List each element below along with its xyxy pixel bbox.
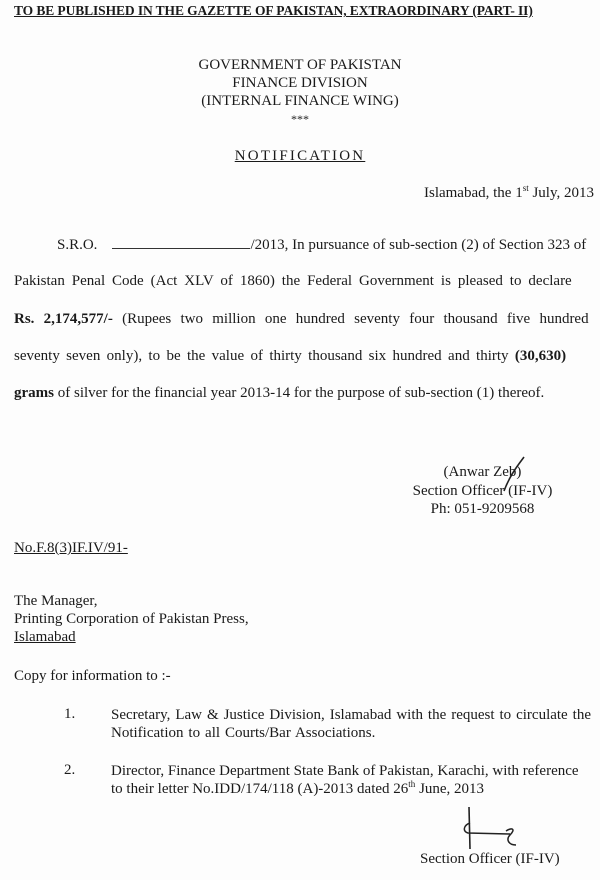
reference-number: No.F.8(3)IF.IV/91- — [14, 540, 128, 556]
copy-item-2-text-a: Director, Finance Department State Bank of Pakistan, Karachi, with reference to their letter No.IDD/174/118 (A)-2013 dated 26 — [111, 763, 579, 797]
sro-number-blank — [112, 236, 250, 249]
signatory-title: Section Officer (IF-IV) — [412, 483, 553, 499]
body-line-5 — [14, 385, 595, 402]
notification-title: NOTIFICATION — [234, 148, 366, 164]
dateline — [424, 185, 594, 202]
separator-stars: *** — [291, 112, 309, 126]
addressee-line-3: Islamabad — [14, 629, 76, 645]
amount-words: (Rupees two million one hundred seventy four thousand five hundred — [122, 311, 589, 327]
body-line-2: Pakistan Penal Code (Act XLV of 1860) the Federal Government is pleased to declare — [14, 273, 572, 289]
dateline-rest: July, 2013 — [528, 185, 594, 201]
grams-value: (30,630) — [514, 348, 567, 364]
copy-item-1-number: 1. — [64, 706, 76, 722]
grams-label: grams — [14, 385, 54, 401]
signature-icon — [460, 805, 530, 853]
copy-heading: Copy for information to :- — [14, 668, 171, 684]
amount-value: Rs. 2,174,577/- — [14, 311, 123, 327]
copy-item-2-number: 2. — [64, 762, 76, 778]
addressee-line-1: The Manager, — [14, 593, 98, 609]
addressee-line-2: Printing Corporation of Pakistan Press, — [14, 611, 249, 627]
wing-title: (INTERNAL FINANCE WING) — [201, 93, 399, 109]
signatory-name: (Anwar Zeb) — [443, 464, 522, 480]
copy-item-2-ordinal: th — [408, 779, 416, 789]
gazette-header: TO BE PUBLISHED IN THE GAZETTE OF PAKISTAN, EXTRAORDINARY (PART- II) — [14, 3, 533, 18]
body-line-5-text: of silver for the financial year 2013-14 for the purpose of sub-section (1) thereof. — [54, 385, 545, 401]
government-title: GOVERNMENT OF PAKISTAN — [198, 57, 402, 73]
copy-item-2-text-b: June, 2013 — [415, 781, 485, 797]
signatory-phone: Ph: 051-9209568 — [430, 501, 535, 517]
body-line-3 — [14, 311, 595, 328]
dateline-ordinal: st — [522, 183, 529, 193]
division-title: FINANCE DIVISION — [232, 75, 368, 91]
copy-item-2-text — [111, 762, 581, 798]
sro-label: S.R.O. — [57, 237, 98, 253]
body-line-4-text: seventy seven only), to be the value of thirty thousand six hundred and thirty — [14, 348, 515, 364]
body-line-1 — [57, 236, 595, 254]
copy-item-1-text: Secretary, Law & Justice Division, Islamabad with the request to circulate the Notification to all Courts/Bar Associations. — [111, 707, 591, 741]
dateline-place: Islamabad, the 1 — [423, 185, 523, 201]
body-line-1-text: /2013, In pursuance of sub-section (2) of Section 323 of — [250, 237, 587, 253]
footer-signatory-title: Section Officer (IF-IV) — [420, 851, 560, 867]
body-line-4 — [14, 348, 595, 365]
